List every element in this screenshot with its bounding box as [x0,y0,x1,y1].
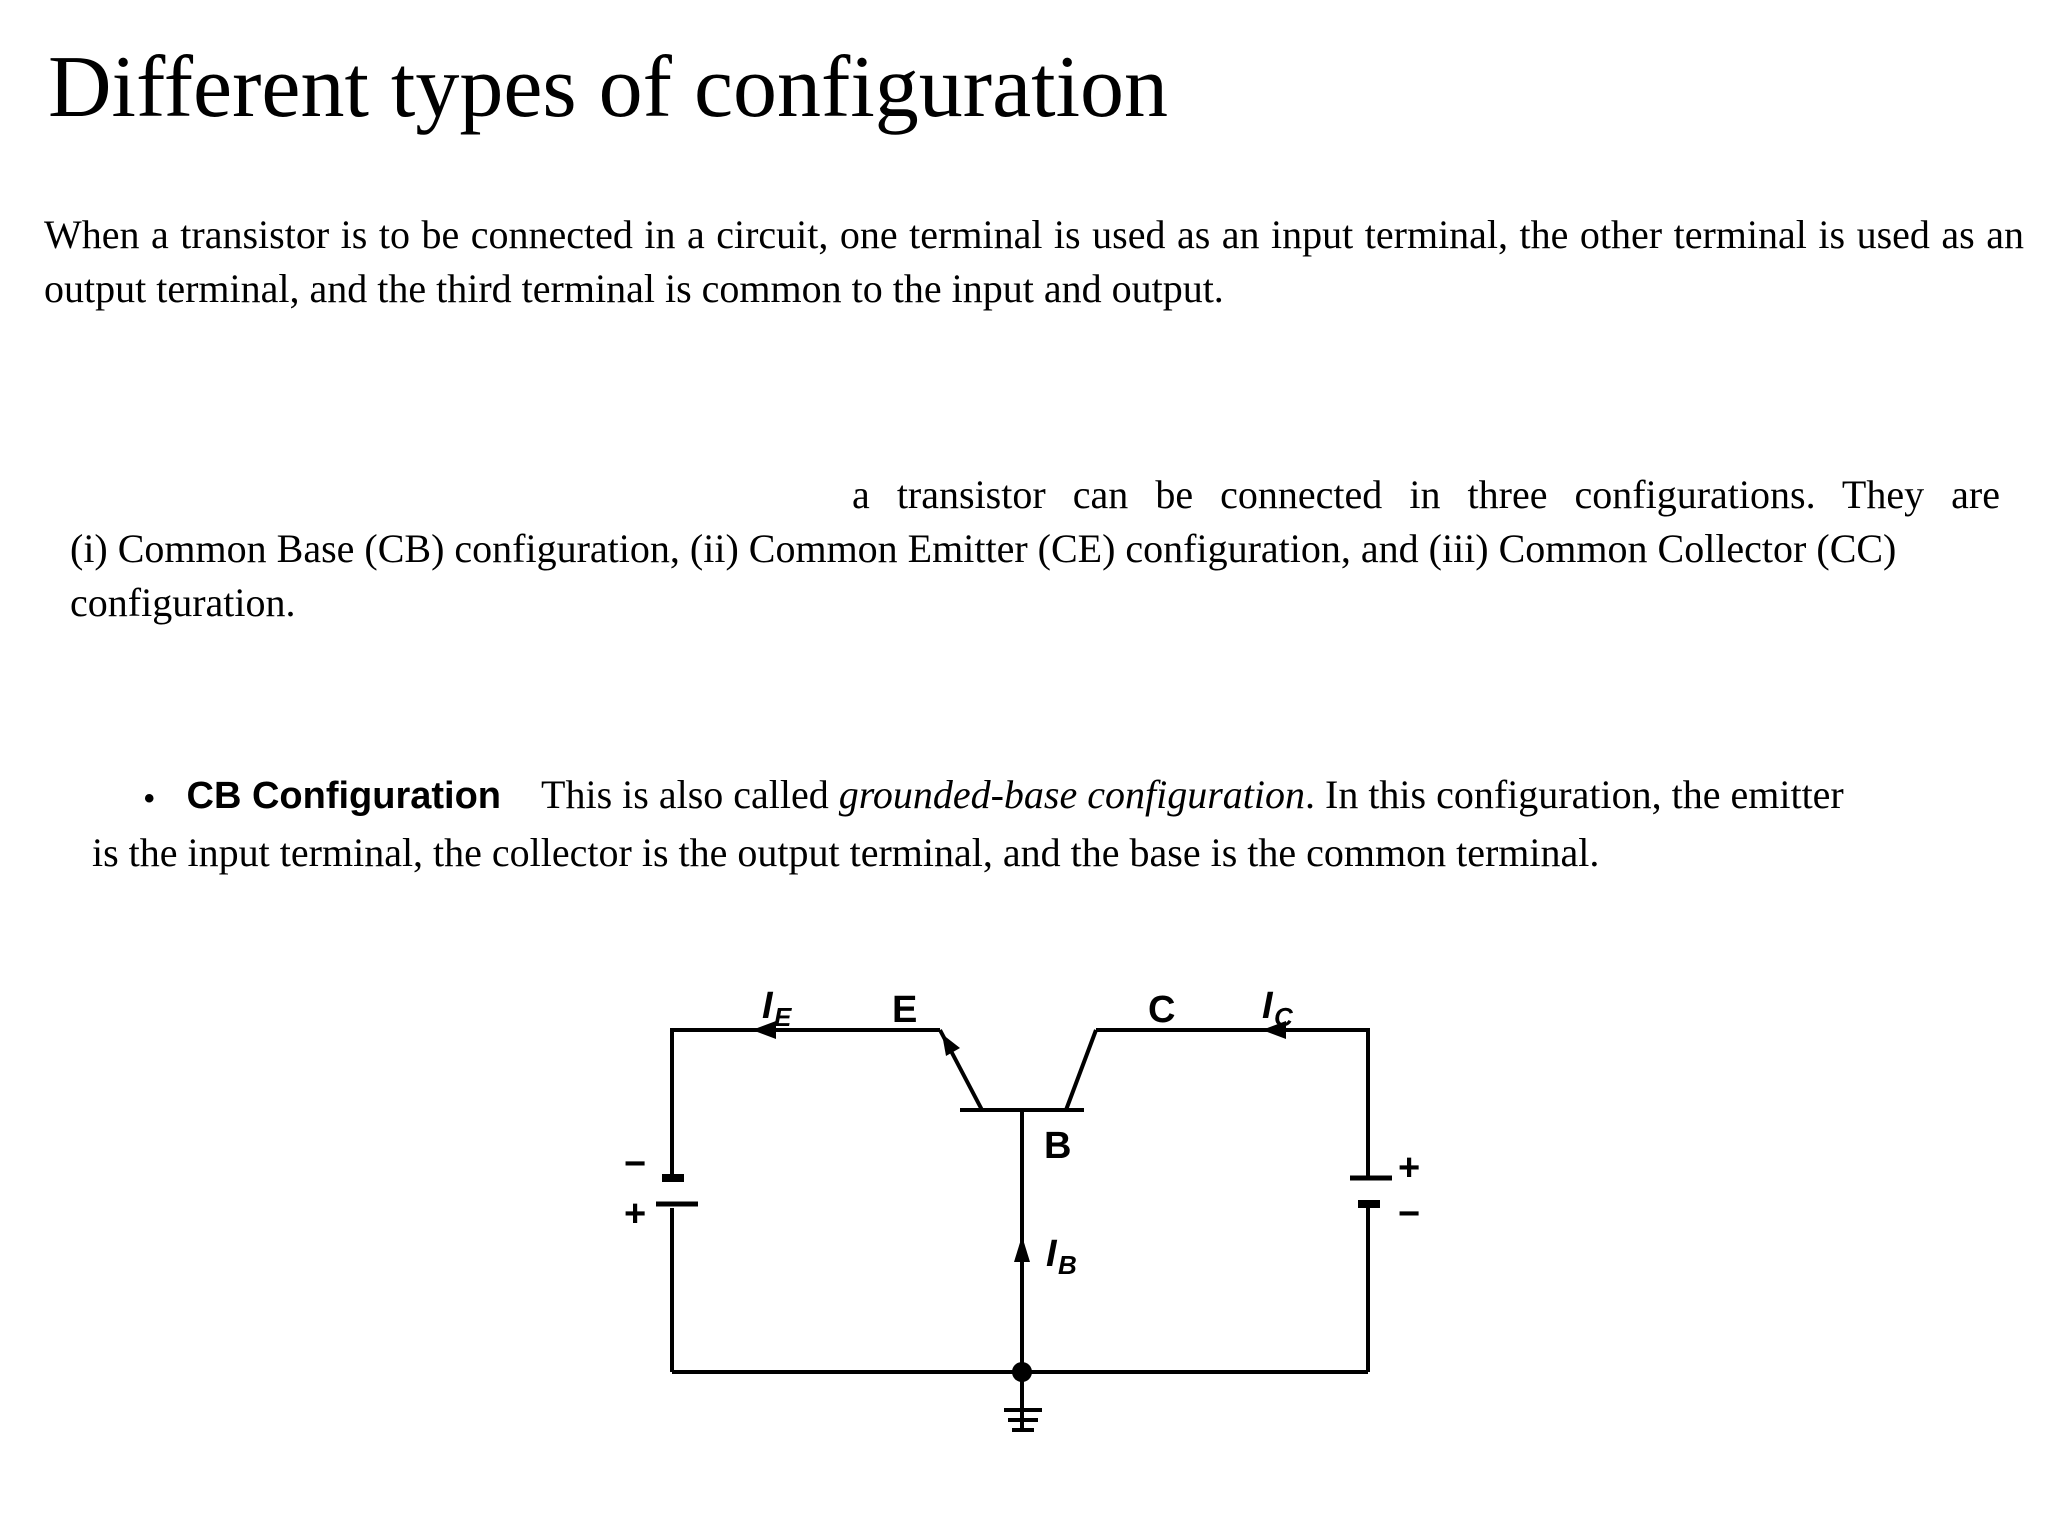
ic-label: I [1262,985,1273,1027]
cb-second-line: is the input terminal, the collector is the output terminal, and the base is the common terminal. [92,830,1600,875]
intro-paragraph: When a transistor is to be connected in a circuit, one terminal is used as an input terminal, the other terminal is used as an output terminal, and the third terminal is common to the input and output. [44,212,2024,311]
right-battery-bottom-sign: − [1398,1193,1421,1235]
base-label: B [1044,1125,1072,1167]
left-battery-bottom-sign: + [624,1193,647,1235]
ie-label: I [762,985,773,1027]
configurations-paragraph-line1: a transistor can be connected in three configurations. They are [852,472,2000,517]
ie-sub-label: E [774,1002,792,1032]
emitter-label: E [892,989,918,1031]
ic-sub-label: C [1274,1002,1293,1032]
cb-text-post: . In this configuration, the emitter [1305,772,1844,817]
ib-sub-label: B [1058,1250,1077,1280]
collector-label: C [1148,989,1176,1031]
ib-label: I [1046,1233,1057,1275]
page-title: Different types of configuration [48,39,1169,136]
right-battery-top-sign: + [1398,1147,1421,1189]
configurations-paragraph-rest: (i) Common Base (CB) configuration, (ii) Common Emitter (CE) configuration, and (iii) Common Collector (CC) configuration. [70,526,1897,625]
cb-heading: CB Configuration [186,775,502,817]
transistor-collector-leg [1066,1030,1096,1110]
cb-text-pre: This is also called [541,772,829,817]
collector-wire [1096,1030,1368,1168]
ib-arrow-icon [1014,1236,1030,1262]
emitter-arrow-icon [942,1034,960,1056]
emitter-wire [672,1030,940,1168]
left-battery-top-sign: − [624,1143,647,1185]
bullet-icon: • [144,782,155,815]
cb-text-italic: grounded-base configuration [838,772,1305,817]
